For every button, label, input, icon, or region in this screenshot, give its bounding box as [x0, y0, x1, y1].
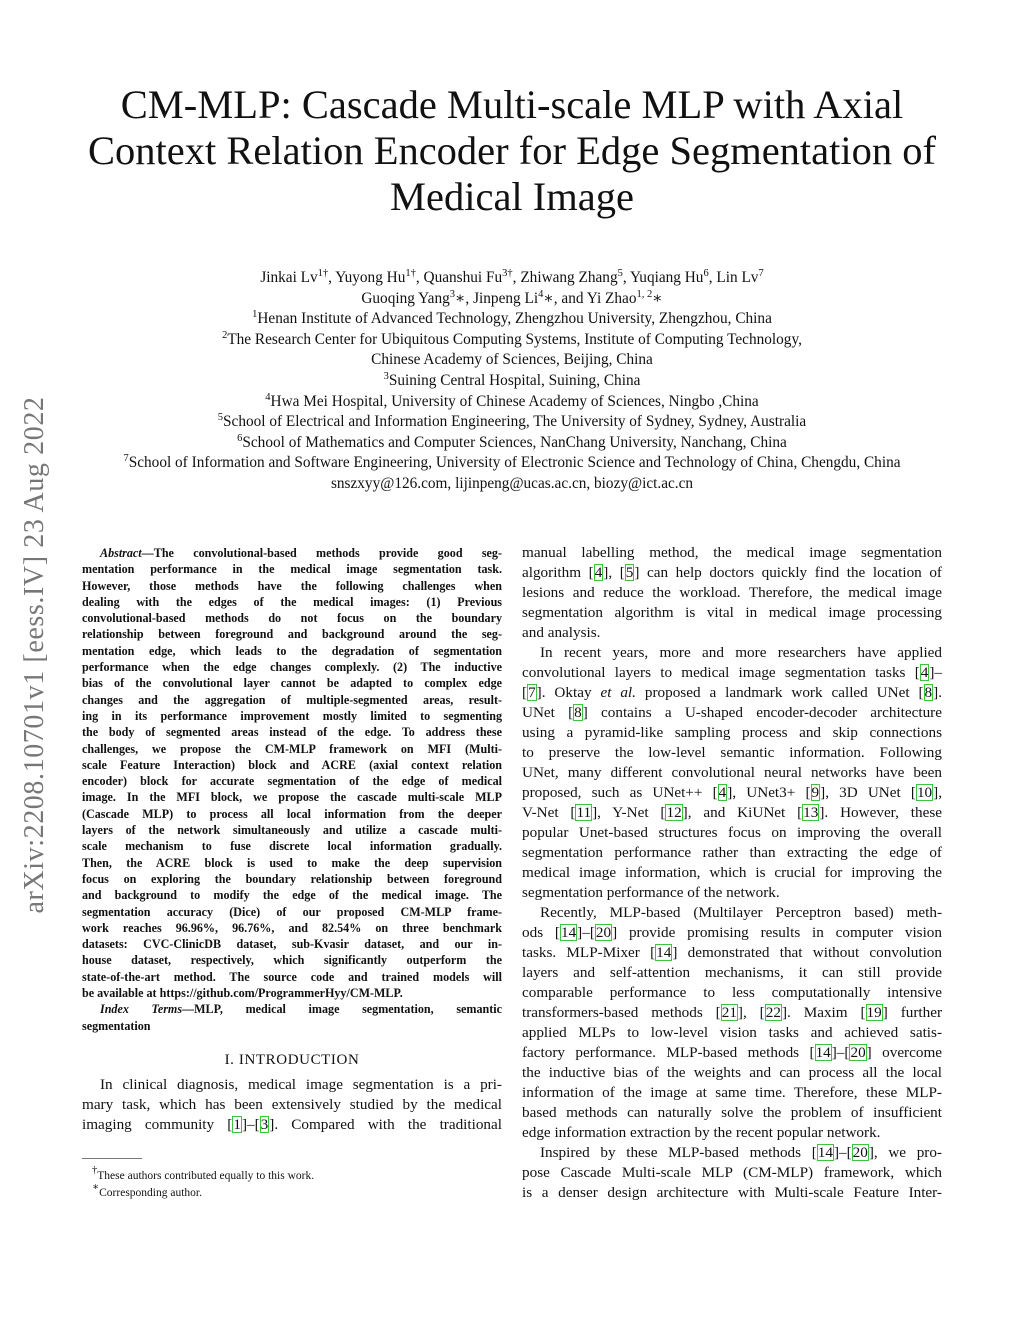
affiliation-7: $^7$School of Information and Software Engineering, University of Electronic Science and Technology of China, Chengdu, China	[123, 453, 901, 472]
citation-link[interactable]: 4	[594, 564, 603, 581]
arxiv-identifier: arXiv:2208.10701v1 [eess.IV] 23 Aug 2022	[19, 396, 50, 914]
affiliation-2: $^2$The Research Center for Ubiquitous Computing Systems, Institute of Computing Technology,	[222, 329, 802, 348]
citation-link[interactable]: 11	[576, 804, 592, 821]
affiliation-5: $^5$School of Electrical and Information Engineering, The University of Sydney, Sydney, Australia	[217, 412, 807, 431]
affiliation-3: $^3$Suining Central Hospital, Suining, China	[383, 370, 641, 389]
citation-link[interactable]: 3	[260, 1115, 269, 1133]
affiliation-6: $^6$School of Mathematics and Computer Sciences, NanChang University, Nanchang, China	[237, 432, 787, 451]
citation-link[interactable]: 9	[811, 784, 820, 801]
citation-link[interactable]: 20	[850, 1044, 866, 1061]
affiliation-2-continued: Chinese Academy of Sciences, Beijing, China	[371, 351, 653, 369]
citation-link[interactable]: 4	[718, 784, 727, 801]
citation-link[interactable]: 14	[815, 1044, 831, 1061]
author-list: Jinkai $Lv^{1\dagger}$, Yuyong $Hu^{1\dagger}$, Quanshui $Fu^{3\dagger}$, Zhiwang Zhang$^5$, Yuqiang Hu$^6$, Lin Lv$^7$	[260, 268, 764, 286]
citation-link[interactable]: 20	[595, 924, 612, 941]
citation-link[interactable]: 14	[560, 924, 577, 941]
right-column: manual labelling method, the medical image segmentation algorithm [4], [5] can help doctors quickly find the location of lesions and reduce the workload. Therefore, the medical image segmentation algorithm is vital in medical image processing and analysis. In recent years, more and more researchers have applied convolutional layers to medical image segmentation tasks [4]– [7]. Oktay et al. proposed a landmark work called UNet [8]. UNet [8] contains a U-shaped encoder-decoder architecture using a pyramid-like sampling process and skip connections to preserve the low-level semantic information. Following UNet, many different convolutional neural networks have been proposed, such as UNet++ [4], UNet3+ [9], 3D UNet [10], V-Net [11], Y-Net [12], and KiUNet [13]. However, these popular Unet-based structures focus on improving the overall segmentation performance rather than extracting the edge of medical image information, which is crucial for improving the segmentation performance of the network. Recently, MLP-based (Multilayer Perceptron based) meth- ods [14]–[20] provide promising results in computer vision tasks. MLP-Mixer [14] demonstrated that without convolution layers and self-attention mechanisms, it can still provide comparable performance to less computationally intensive transformers-based methods [21], [22]. Maxim [19] further applied MLPs to low-level vision tasks and achieved satis- factory performance. MLP-based methods [14]–[20] overcome the inductive bias of the weights and can process all the local information of the image at same time. Therefore, these MLP- based methods can naturally solve the problem of insufficient edge information extraction by the recent popular network. Inspired by these MLP-based methods [14]–[20], we pro- pose Cascade Multi-scale MLP (CM-MLP) framework, which is a denser design architecture with Multi-scale Feature Inter-	[522, 544, 943, 1201]
citation-link[interactable]: 5	[625, 564, 634, 581]
citation-link[interactable]: 20	[852, 1144, 868, 1161]
footnote-rule	[82, 1158, 142, 1159]
email-addresses: snszxyy@126.com, lijinpeng@ucas.ac.cn, biozy@ict.ac.cn	[330, 474, 694, 492]
left-column	[82, 545, 502, 1135]
affiliation-4: $^4$Hwa Mei Hospital, University of Chinese Academy of Sciences, Ningbo ,China	[265, 391, 759, 410]
citation-link[interactable]: 21	[721, 1004, 737, 1021]
intro-paragraph-1: In clinical diagnosis, medical image segmentation is a pri- mary task, which has been extensively studied by the medical imaging community [1]–[3]. Compared with the traditional	[82, 1075, 502, 1133]
citation-link[interactable]: 7	[528, 684, 536, 701]
citation-link[interactable]: 13	[803, 804, 819, 821]
citation-link[interactable]: 4	[920, 664, 929, 681]
author-list-continued: Guoqing Yang$^3$∗, Jinpeng Li$^4$∗, and Yi Zhao$^{1, 2}$∗	[361, 288, 663, 307]
citation-link[interactable]: 1	[233, 1115, 241, 1133]
abstract: Abstract—The convolutional-based methods provide good seg- mentation performance in the medical image segmentation task. However, those methods have the following challenges when dealing with the edges of the medical images: (1) Previous convolutional-based methods do not focus on the boundary relationship between foreground and background around the seg- mentation edge, which leads to the degradation of segmentation performance when the edge changes complexly. (2) The inductive bias of the convolutional layer cannot be adapted to complex edge changes and the aggregation of multiple-segmented areas, result- ing in its performance improvement mostly limited to segmenting the body of segmented areas instead of the edge. To address these challenges, we propose the CM-MLP framework on MFI (Multi- scale Feature Interaction) block and ACRE (axial context relation encoder) block for accurate segmentation of the edge of medical image. In the MFI block, we propose the cascade multi-scale MLP (Cascade MLP) to process all local information from the deeper layers of the network simultaneously and utilize a cascade multi- scale mechanism to fuse discrete local information gradually. Then, the ACRE block is used to make the deep supervision focus on exploring the boundary relationship between foreground and background to modify the edge of the medical image. The segmentation accuracy (Dice) of our proposed CM-MLP frame- work reaches 96.96%, 96.76%, and 82.54% on three benchmark datasets: CVC-ClinicDB dataset, sub-Kvasir dataset, and our in- house dataset, respectively, which significantly outperform the state-of-the-art method. The source code and trained models will be available at https://github.com/ProgrammerHyy/CM-MLP. Index Terms—MLP, medical image segmentation, semantic segmentation	[82, 546, 502, 1033]
paper-title: CM-MLP: Cascade Multi-scale MLP with Axial Context Relation Encoder for Edge Segmentation of Medical Image	[87, 82, 937, 219]
citation-link[interactable]: 10	[916, 784, 933, 801]
citation-link[interactable]: 19	[866, 1004, 882, 1021]
citation-link[interactable]: 14	[817, 1144, 833, 1161]
citation-link[interactable]: 8	[924, 684, 933, 701]
citation-link[interactable]: 22	[765, 1004, 781, 1021]
citation-link[interactable]: 14	[656, 944, 672, 961]
footnotes: †These authors contributed equally to this work. ∗Corresponding author.	[92, 1165, 315, 1199]
index-terms: Index Terms—MLP, medical image segmentation, semantic	[100, 1002, 502, 1017]
citation-link[interactable]: 12	[666, 804, 682, 821]
author-block	[70, 268, 954, 495]
citation-link[interactable]: 8	[574, 704, 582, 721]
section-heading-introduction: I. INTRODUCTION	[224, 1051, 360, 1068]
affiliation-1: $^1$Henan Institute of Advanced Technology, Zhengzhou University, Zhengzhou, China	[252, 309, 772, 328]
